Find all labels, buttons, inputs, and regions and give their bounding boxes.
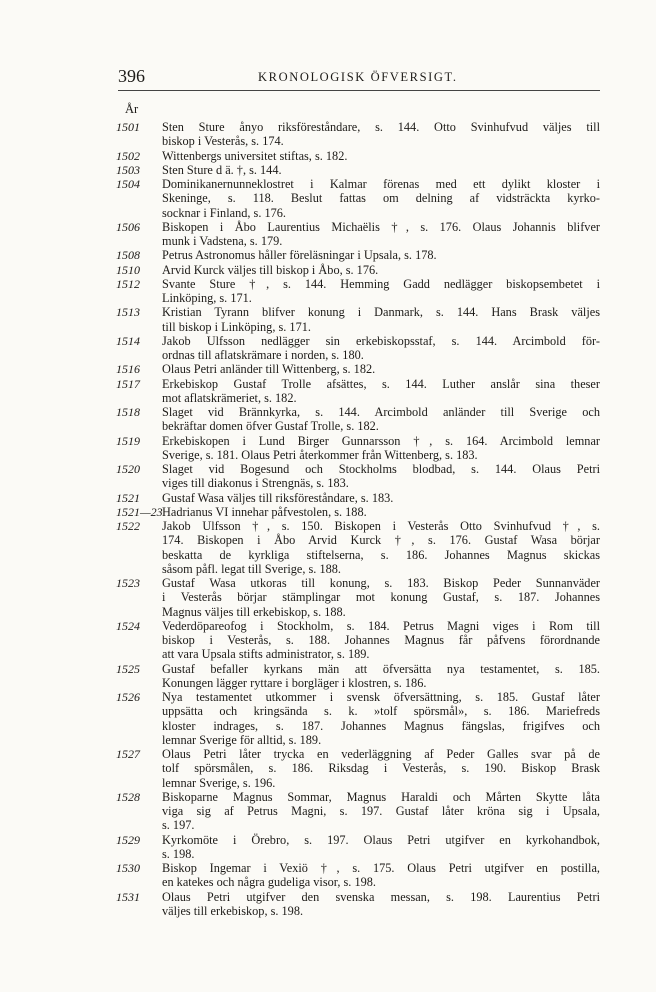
entry-text	[162, 790, 600, 833]
entry-year: 1521	[116, 490, 140, 505]
entry-year: 1526	[116, 690, 140, 704]
entry-text	[162, 149, 600, 163]
entry-text-line: Jakob Ulfsson nedlägger sin erkebiskopsstaf, s. 144. Arcimbold för-	[162, 333, 600, 348]
entry-text-line: Olaus Petri låter trycka en vederläggning af Peder Galles svar på de	[162, 747, 600, 761]
entry-text-line: Skeninge, s. 118. Beslut fattas om delning af vidsträckta kyrko-	[162, 191, 600, 206]
entry-text-line: Sverige, s. 181. Olaus Petri återkommer från Wittenberg, s. 183.	[162, 447, 478, 462]
chronology-entry	[116, 277, 600, 306]
entry-text-line: Kristian Tyrann blifver konung i Danmark, s. 144. Hans Brask väljes	[162, 305, 600, 320]
entry-year: 1522	[116, 519, 140, 533]
entry-text	[162, 220, 600, 249]
entry-year: 1503	[116, 162, 140, 177]
entry-text-line: till biskop i Linköping, s. 171.	[162, 319, 311, 334]
entry-text-line: bekräftar domen öfver Gustaf Trolle, s. 182.	[162, 419, 379, 434]
entry-text-line: tolf spörsmålen, s. 186. Riksdag i Vesterås, s. 190. Biskop Brask	[162, 761, 600, 776]
entry-text-line: kloster indrages, s. 187. Johannes Magnus fängslas, frigifves och	[162, 718, 600, 733]
entry-year: 1514	[116, 333, 140, 348]
chronology-entry	[116, 576, 600, 619]
chronology-entry	[116, 248, 600, 262]
chronology-entry	[116, 491, 600, 505]
entry-text-line: biskop i Vesterås, s. 188. Johannes Magnus får påfvens förordnande	[162, 633, 600, 647]
entry-text-line: s. 198.	[162, 846, 195, 861]
entry-year: 1520	[116, 462, 140, 476]
entry-text-line: munk i Vadstena, s. 179.	[162, 234, 283, 248]
entry-text-line: uppsätta och kringsända s. k. »tolf spörsmål», s. 186. Mariefreds	[162, 704, 600, 719]
entry-text-line: lemnar Sverige för alltid, s. 189.	[162, 732, 322, 747]
entry-text-line: såsom påfl. legat till Sverige, s. 188.	[162, 561, 341, 576]
entry-text-line: Linköping, s. 171.	[162, 291, 252, 305]
entry-year: 1530	[116, 861, 140, 875]
entry-text-line: Olaus Petri utgifver den svenska messan, s. 198. Laurentius Petri	[162, 889, 600, 904]
entry-text-line: Biskoparne Magnus Sommar, Magnus Haraldi och Mårten Skytte låta	[162, 789, 600, 804]
entry-year: 1519	[116, 433, 140, 448]
entry-text	[162, 833, 600, 862]
entry-year: 1527	[116, 747, 140, 761]
entry-text	[162, 690, 600, 747]
entry-year: 1508	[116, 248, 140, 263]
entry-text-line: i Vesterås börjar stämplingar mot konung Gustaf, s. 187. Johannes	[162, 590, 600, 605]
entry-text	[162, 377, 600, 406]
entry-year: 1501	[116, 120, 140, 134]
entry-year: 1518	[116, 405, 140, 419]
entry-text-line: socknar i Finland, s. 176.	[162, 205, 286, 220]
entry-text-line: mot aflatskrämeriet, s. 182.	[162, 390, 297, 405]
entry-text	[162, 163, 600, 177]
entry-text-line: Jakob Ulfsson †, s. 150. Biskopen i Vesterås Otto Svinhufvud †, s.	[162, 519, 600, 533]
chronology-entry	[116, 149, 600, 163]
entry-text-line: Dominikanernunneklostret i Kalmar förenas med ett dylikt kloster i	[162, 177, 600, 191]
chronology-entry	[116, 747, 600, 790]
entry-text-line: Arvid Kurck väljes till biskop i Åbo, s. 176.	[162, 262, 379, 277]
entry-text-line: Kyrkomöte i Örebro, s. 197. Olaus Petri utgifver en kyrkohandbok,	[162, 832, 600, 847]
entry-text-line: Petrus Astronomus håller föreläsningar i Upsala, s. 178.	[162, 248, 437, 263]
entry-text-line: ordnas till aflatskrämare i norden, s. 180.	[162, 348, 364, 362]
page-number: 396	[118, 66, 145, 86]
chronology-entry	[116, 505, 600, 519]
chronology-entry	[116, 305, 600, 334]
entry-text-line: s. 197.	[162, 818, 195, 833]
chronology-entry	[116, 519, 600, 576]
entry-text-line: Erkebiskopen i Lund Birger Gunnarsson †, s. 164. Arcimbold lemnar	[162, 433, 600, 448]
entry-text-line: att vara Upsala stifts administrator, s. 189.	[162, 647, 370, 662]
entry-text-line: väljes till erkebiskop, s. 198.	[162, 903, 304, 918]
entry-text-line: beskatta de kyrkliga stiftelserna, s. 186. Johannes Magnus skickas	[162, 547, 600, 562]
chronology-entry	[116, 434, 600, 463]
entry-text	[162, 662, 600, 691]
entry-text-line: Olaus Petri anländer till Wittenberg, s. 182.	[162, 362, 376, 377]
entry-text	[162, 362, 600, 376]
entry-year: 1516	[116, 362, 140, 377]
entry-text-line: Vederdöpareofog i Stockholm, s. 184. Petrus Magni viges i Rom till	[162, 618, 600, 633]
entry-text-line: viges till diakonus i Strengnäs, s. 183.	[162, 476, 349, 491]
entry-year: 1502	[116, 148, 140, 163]
entry-text	[162, 177, 600, 220]
entry-text	[162, 491, 600, 505]
entry-text-line: Svante Sture †, s. 144. Hemming Gadd nedlägger biskopsembetet i	[162, 276, 600, 291]
entry-text	[162, 576, 600, 619]
entry-text-line: Nya testamentet utkommer i svensk öfversättning, s. 185. Gustaf låter	[162, 690, 600, 704]
entry-text-line: Erkebiskop Gustaf Trolle afsättes, s. 144. Luther anslår sina theser	[162, 376, 600, 391]
entry-text-line: Wittenbergs universitet stiftas, s. 182.	[162, 148, 348, 163]
entry-year: 1504	[116, 177, 140, 191]
entry-text	[162, 277, 600, 306]
entry-text-line: biskop i Vesterås, s. 174.	[162, 134, 284, 149]
entry-text-line: Gustaf Wasa väljes till riksföreståndare, s. 183.	[162, 490, 394, 505]
entry-year: 1529	[116, 832, 140, 847]
entry-year: 1531	[116, 889, 140, 904]
entry-text	[162, 462, 600, 491]
entry-text-line: Konungen lägger ryttare i borgläger i klostren, s. 186.	[162, 675, 427, 690]
chronology-entry	[116, 263, 600, 277]
entry-year: 1512	[116, 276, 140, 291]
entry-text-line: Gustaf Wasa utkoras till konung, s. 183. Biskop Peder Sunnanväder	[162, 576, 600, 590]
chronology-entry	[116, 790, 600, 833]
entry-text-line: Gustaf befaller kyrkans män att öfversätta nya testamentet, s. 185.	[162, 661, 600, 676]
chronology-entry	[116, 833, 600, 862]
entry-year: 1517	[116, 376, 140, 391]
entry-text	[162, 305, 600, 334]
chronology-list	[116, 120, 600, 918]
entry-text-line: Slaget vid Brännkyrka, s. 144. Arcimbold anländer till Sverige och	[162, 405, 600, 419]
entry-year: 1524	[116, 618, 140, 633]
chronology-entry	[116, 334, 600, 363]
entry-text	[162, 334, 600, 363]
chronology-entry	[116, 662, 600, 691]
entry-text	[162, 747, 600, 790]
entry-text-line: lemnar Sverige, s. 196.	[162, 775, 276, 790]
chronology-entry	[116, 861, 600, 890]
chronology-entry	[116, 462, 600, 491]
entry-year: 1528	[116, 789, 140, 804]
chronology-entry	[116, 177, 600, 220]
entry-text-line: 174. Biskopen i Åbo Arvid Kurck †, s. 176. Gustaf Wasa börjar	[162, 533, 600, 548]
entry-text	[162, 505, 600, 519]
entry-text	[162, 120, 600, 149]
chronology-entry	[116, 163, 600, 177]
entry-year: 1513	[116, 305, 140, 320]
chronology-entry	[116, 405, 600, 434]
entry-year: 1523	[116, 576, 140, 590]
entry-text-line: Slaget vid Bogesund och Stockholms blodbad, s. 144. Olaus Petri	[162, 462, 600, 476]
chronology-entry	[116, 690, 600, 747]
year-column-heading: År	[125, 102, 139, 116]
entry-year: 1521—23	[116, 504, 163, 519]
chronology-entry	[116, 619, 600, 662]
entry-text	[162, 619, 600, 662]
entry-text	[162, 263, 600, 277]
entry-text	[162, 519, 600, 576]
entry-text-line: Sten Sture ånyo riksföreståndare, s. 144. Otto Svinhufvud väljes till	[162, 120, 600, 134]
page-header	[118, 66, 600, 91]
entry-text	[162, 248, 600, 262]
entry-text-line: Sten Sture d ä. †, s. 144.	[162, 162, 282, 177]
chronology-entry	[116, 377, 600, 406]
entry-text-line: Hadrianus VI innehar påfvestolen, s. 188.	[162, 504, 367, 519]
chronology-entry	[116, 220, 600, 249]
entry-text	[162, 890, 600, 919]
entry-text	[162, 434, 600, 463]
entry-year: 1506	[116, 219, 140, 234]
chronology-entry	[116, 120, 600, 149]
entry-text-line: Biskop Ingemar i Vexiö †, s. 175. Olaus Petri utgifver en postilla,	[162, 861, 600, 875]
chronology-entry	[116, 890, 600, 919]
entry-text	[162, 405, 600, 434]
entry-text-line: en katekes och några gudeliga visor, s. 198.	[162, 875, 376, 890]
entry-year: 1525	[116, 661, 140, 676]
entry-text	[162, 861, 600, 890]
entry-text-line: Magnus väljes till erkebiskop, s. 188.	[162, 604, 346, 619]
entry-year: 1510	[116, 262, 140, 277]
running-title: KRONOLOGISK ÖFVERSIGT.	[258, 70, 458, 84]
entry-text-line: Biskopen i Åbo Laurentius Michaëlis †, s. 176. Olaus Johannis blifver	[162, 219, 600, 234]
chronology-entry	[116, 362, 600, 376]
entry-text-line: viga sig af Petrus Magni, s. 197. Gustaf låter kröna sig i Upsala,	[162, 804, 600, 818]
